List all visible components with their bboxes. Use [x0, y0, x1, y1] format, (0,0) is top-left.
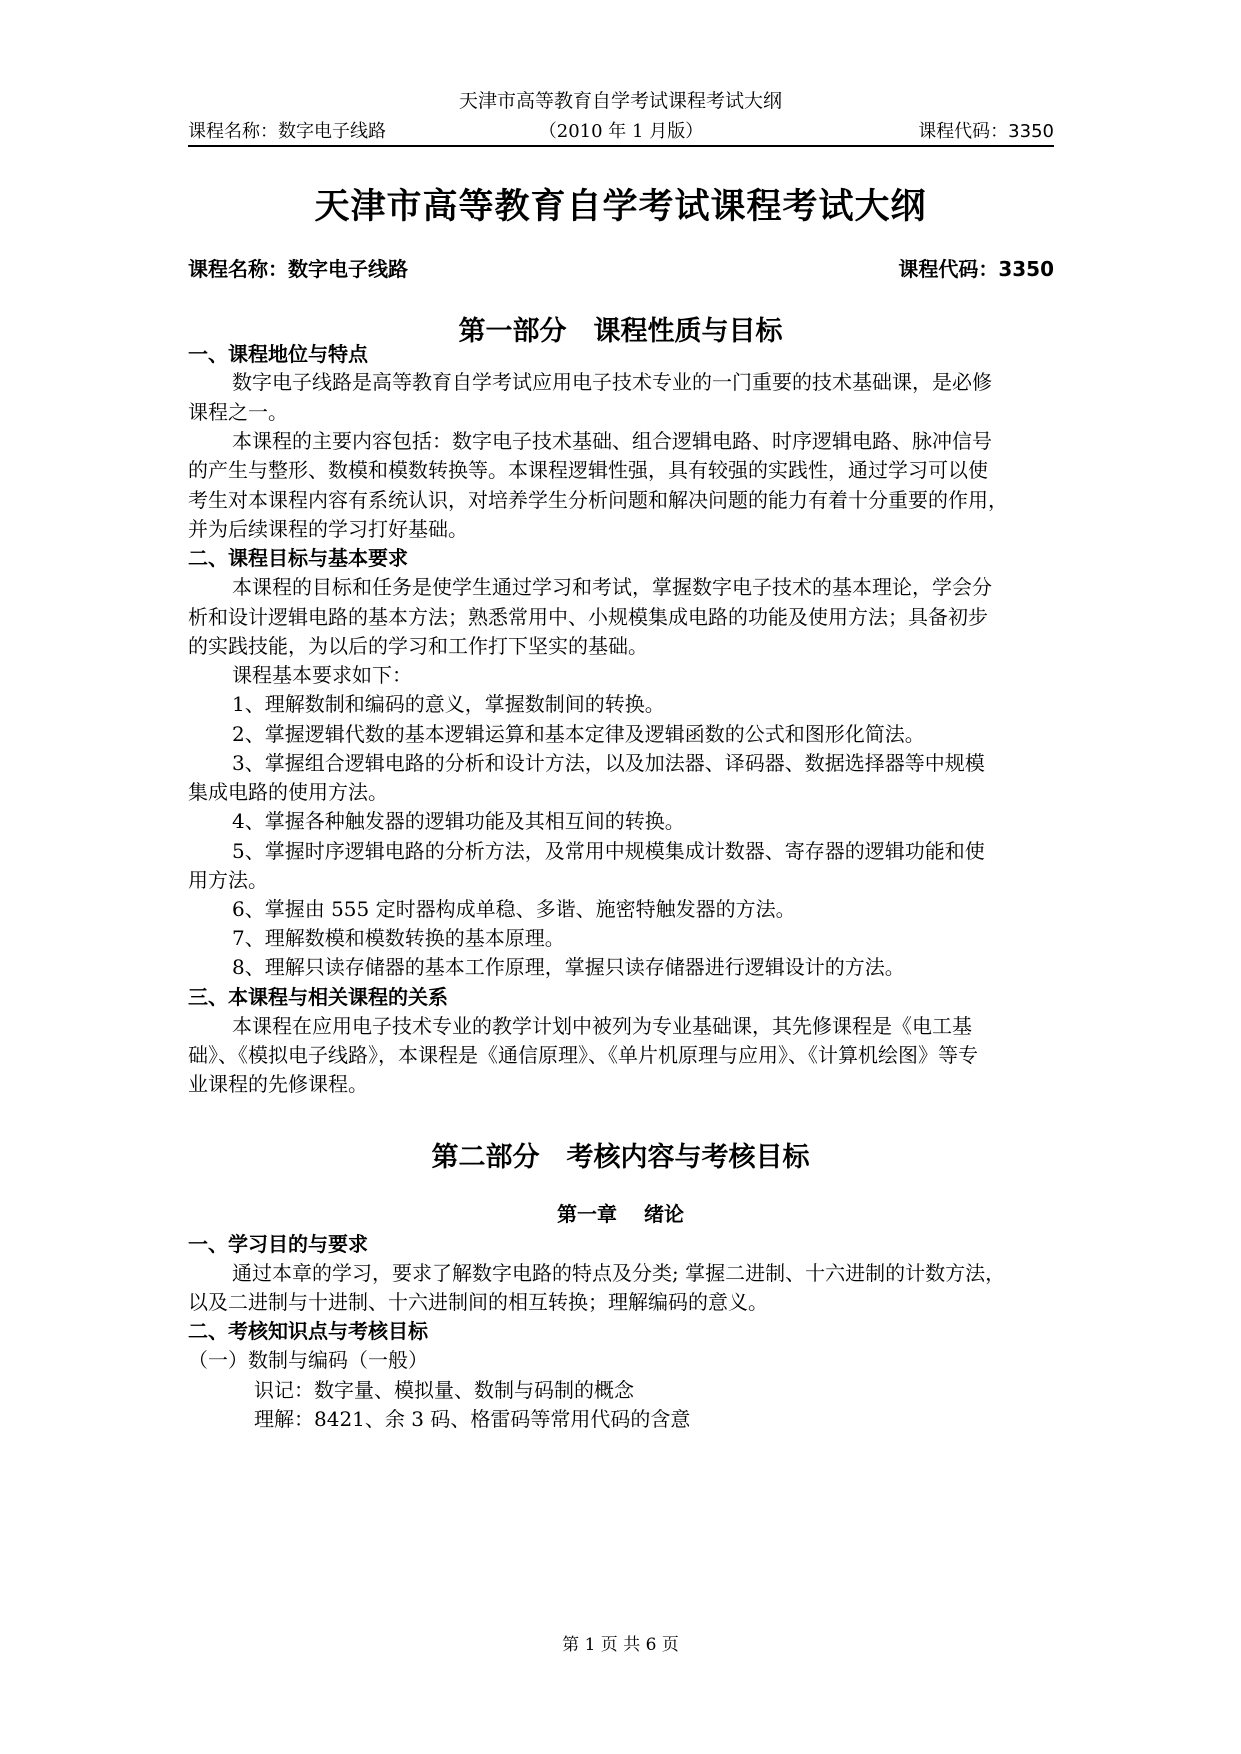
paragraph-line: 通过本章的学习，要求了解数字电路的特点及分类; 掌握二进制、十六进制的计数方法， — [232, 1261, 1006, 1285]
paragraph-line: 并为后续课程的学习打好基础。 — [188, 517, 468, 541]
course-info-row — [188, 253, 1054, 282]
paragraph-line: 的产生与整形、数模和模数转换等。本课程逻辑性强，具有较强的实践性，通过学习可以使 — [188, 458, 988, 482]
section-heading: 一、学习目的与要求 — [188, 1232, 368, 1256]
paragraph-line: 以及二进制与十进制、十六进制间的相互转换；理解编码的意义。 — [188, 1290, 768, 1314]
paragraph-line: 础》、《模拟电子线路》，本课程是《通信原理》、《单片机原理与应用》、《计算机绘图》等专 — [188, 1043, 978, 1067]
paragraph-line: 业课程的先修课程。 — [188, 1072, 368, 1096]
list-item: 1、理解数制和编码的意义，掌握数制间的转换。 — [232, 692, 665, 716]
list-item: 7、理解数模和模数转换的基本原理。 — [232, 926, 565, 950]
running-header-row — [188, 117, 1054, 147]
section-heading: 一、课程地位与特点 — [188, 342, 368, 366]
list-item: 6、掌握由 555 定时器构成单稳、多谐、施密特触发器的方法。 — [232, 897, 796, 921]
part2-title: 第二部分 考核内容与考核目标 — [431, 1142, 810, 1173]
running-header-title: 天津市高等教育自学考试课程考试大纲 — [458, 90, 782, 112]
paragraph-line: 课程之一。 — [188, 400, 288, 424]
page-footer: 第 1 页 共 6 页 — [562, 1635, 679, 1655]
list-item: 4、掌握各种触发器的逻辑功能及其相互间的转换。 — [232, 809, 685, 833]
paragraph-line: 本课程在应用电子技术专业的教学计划中被列为专业基础课，其先修课程是《电工基 — [232, 1014, 972, 1038]
list-item: 用方法。 — [188, 868, 268, 892]
section-heading: 二、考核知识点与考核目标 — [188, 1319, 428, 1343]
running-header-course-code: 课程代码：3350 — [918, 121, 1054, 142]
paragraph-line: 考生对本课程内容有系统认识，对培养学生分析问题和解决问题的能力有着十分重要的作用， — [188, 488, 1008, 512]
paragraph-line: 析和设计逻辑电路的基本方法；熟悉常用中、小规模集成电路的功能及使用方法；具备初步 — [188, 605, 988, 629]
document-title: 天津市高等教育自学考试课程考试大纲 — [314, 187, 927, 227]
running-header-course-name: 课程名称：数字电子线路 — [188, 121, 386, 142]
paragraph-line: 理解：8421、余 3 码、格雷码等常用代码的含意 — [254, 1407, 691, 1431]
list-item: 5、掌握时序逻辑电路的分析方法，及常用中规模集成计数器、寄存器的逻辑功能和使 — [232, 839, 985, 863]
course-name: 课程名称：数字电子线路 — [188, 257, 408, 281]
paragraph-line: 本课程的目标和任务是使学生通过学习和考试，掌握数字电子技术的基本理论，学会分 — [232, 575, 992, 599]
chapter-title: 第一章 绪论 — [557, 1202, 684, 1226]
subsection-item: （一）数制与编码（一般） — [188, 1348, 428, 1372]
paragraph-line: 课程基本要求如下： — [232, 663, 412, 687]
list-item: 2、掌握逻辑代数的基本逻辑运算和基本定律及逻辑函数的公式和图形化简法。 — [232, 722, 925, 746]
section-heading: 三、本课程与相关课程的关系 — [188, 985, 448, 1009]
list-item: 8、理解只读存储器的基本工作原理，掌握只读存储器进行逻辑设计的方法。 — [232, 955, 905, 979]
paragraph-line: 识记：数字量、模拟量、数制与码制的概念 — [254, 1378, 634, 1402]
running-header-edition: （2010 年 1 月版） — [538, 121, 704, 142]
list-item: 3、掌握组合逻辑电路的分析和设计方法，以及加法器、译码器、数据选择器等中规模 — [232, 751, 985, 775]
paragraph-line: 数字电子线路是高等教育自学考试应用电子技术专业的一门重要的技术基础课，是必修 — [232, 370, 992, 394]
section-heading: 二、课程目标与基本要求 — [188, 546, 408, 570]
list-item: 集成电路的使用方法。 — [188, 780, 388, 804]
course-code: 课程代码：3350 — [898, 257, 1054, 281]
paragraph-line: 本课程的主要内容包括：数字电子技术基础、组合逻辑电路、时序逻辑电路、脉冲信号 — [232, 429, 992, 453]
paragraph-line: 的实践技能，为以后的学习和工作打下坚实的基础。 — [188, 634, 648, 658]
part1-title: 第一部分 课程性质与目标 — [458, 316, 783, 347]
